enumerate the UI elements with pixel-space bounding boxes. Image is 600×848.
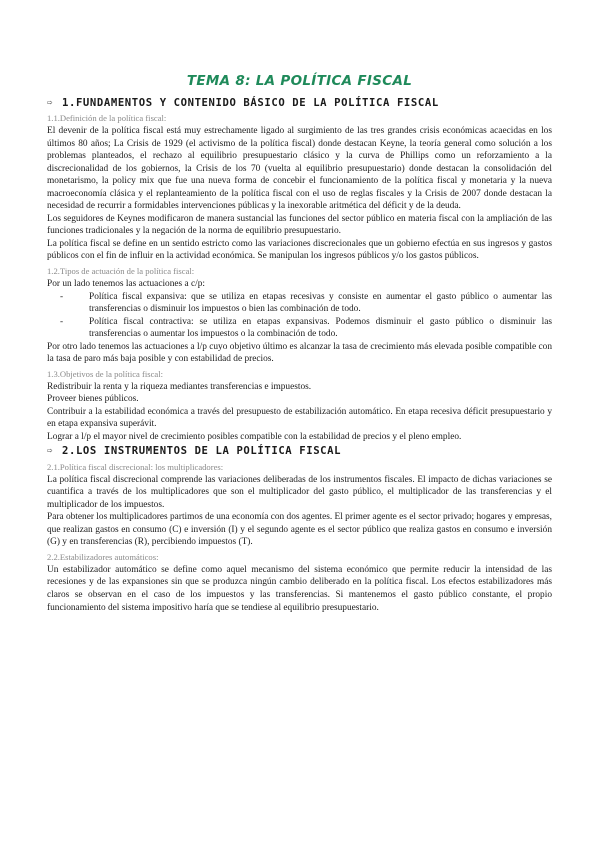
section-heading-1 xyxy=(47,95,552,110)
bullet-list xyxy=(47,291,552,341)
page-title: TEMA 8: LA POLÍTICA FISCAL xyxy=(186,73,413,89)
subheading-1-3: 1.3.Objetivos de la política fiscal: xyxy=(47,368,163,379)
arrow-right-outline-icon: ⇨ xyxy=(47,97,54,108)
paragraph: La política fiscal se define en un sentido estricto como las variaciones discrecionales que un gobierno efectúa en sus ingresos y gastos públicos con el fin de influir en la actividad económica. Se manipulan los ingresos públicos y/o los gastos públicos. xyxy=(47,238,552,262)
paragraph: Lograr a l/p el mayor nivel de crecimiento posibles compatible con la estabilidad de precios y el pleno empleo. xyxy=(47,432,462,443)
paragraph: Proveer bienes públicos. xyxy=(47,394,139,405)
paragraph: Para obtener los multiplicadores partimos de una economía con dos agentes. El primer agente es el sector privado; hogares y empresas, que realizan gastos en consumo (C) e inversión (I) y el segundo agente es el sector público que realiza gastos en consumo e inversión (G) y en transferencias (R), percibiendo impuestos (T). xyxy=(47,512,552,548)
subheading-1-1: 1.1.Definición de la política fiscal: xyxy=(47,113,167,123)
paragraph: Por otro lado tenemos las actuaciones a l/p cuyo objetivo último es alcanzar la tasa de crecimiento más elevada posible compatible con la tasa de paro más baja posible y con estabilidad de precios. xyxy=(47,341,552,365)
list-item: - Política fiscal contractiva: se utiliza en etapas expansivas. Podemos disminuir el gasto público o disminuir las transferencias o aumentar los impuestos o la combinación de todo. xyxy=(60,316,552,341)
paragraph: Un estabilizador automático se define como aquel mecanismo del sistema económico que permite reducir la intensidad de las recesiones y de las expansiones sin que se produzca ningún cambio deliberado en la política fiscal. Los efectos estabilizadores más claros se observan en el caso de los impuestos y las transferencias. Si mantenemos el gasto público constante, el propio funcionamiento del sistema impositivo haría que se tendiese al equilibrio presupuestario. xyxy=(47,564,552,613)
list-item: - Política fiscal expansiva: que se utiliza en etapas recesivas y consiste en aumentar el gasto público o aumentar las transferencias o disminuir los impuestos o bien las combinación de todo. xyxy=(60,291,552,316)
paragraph: Redistribuir la renta y la riqueza mediantes transferencias e impuestos. xyxy=(47,381,312,392)
section-heading-text: 1.FUNDAMENTOS Y CONTENIDO BÁSICO DE LA POLÍTICA FISCAL xyxy=(62,96,439,109)
section-heading-text: 2.LOS INSTRUMENTOS DE LA POLÍTICA FISCAL xyxy=(62,445,342,458)
paragraph: Contribuir a la estabilidad económica a través del presupuesto de estabilización automático. En etapa recesiva déficit presupuestario y en etapa expansiva superávit. xyxy=(47,406,552,430)
paragraph: Los seguidores de Keynes modificaron de manera sustancial las funciones del sector público en materia fiscal con la ampliación de las funciones tradicionales y la negación de la norma de equilibrio presupuestario. xyxy=(47,213,552,237)
arrow-right-outline-icon: ⇨ xyxy=(47,446,54,457)
paragraph: La política fiscal discrecional comprende las variaciones deliberadas de los instrumentos fiscales. El impacto de dichas variaciones se cuantifica a través de los multiplicadores que son el multiplicador del gasto público, el multiplicador de las transferencias y el multiplicador de los impuestos. xyxy=(47,474,552,510)
paragraph: Por un lado tenemos las actuaciones a c/p: xyxy=(47,279,206,290)
subheading-1-2: 1.2.Tipos de actuación de la política fiscal: xyxy=(47,266,195,277)
subheading-2-2: 2.2.Estabilizadores automáticos: xyxy=(47,551,159,562)
section-heading-2 xyxy=(47,444,552,459)
paragraph: El devenir de la política fiscal está muy estrechamente ligado al surgimiento de las tres grandes crisis económicas acaecidas en los últimos 80 años; La Crisis de 1929 (el activismo de la política fiscal) donde destacan Keyne, la teoría general como solución a los problemas planteados, el rechazo al equilibrio presupuestario clásico y la curva de Phillips como un reforzamiento a la discrecionalidad de los gobiernos, la Crisis de los 70 (vuelta al equilibrio presupuestario) donde destacan la consolidación del monetarismo, la policy mix que fue una nueva forma de concebir el funcionamiento de la política fiscal y monetaria y la nueva macroeconomía clásica y el replanteamiento de la política fiscal con el uso de reglas fiscales y la Crisis de 2007 donde destacan la necesidad de recurrir a formidables intervenciones públicas y la inexorable aritmética del déficit y de la deuda. xyxy=(47,126,552,212)
subheading-2-1: 2.1.Política fiscal discrecional: los multiplicadores: xyxy=(47,461,224,472)
